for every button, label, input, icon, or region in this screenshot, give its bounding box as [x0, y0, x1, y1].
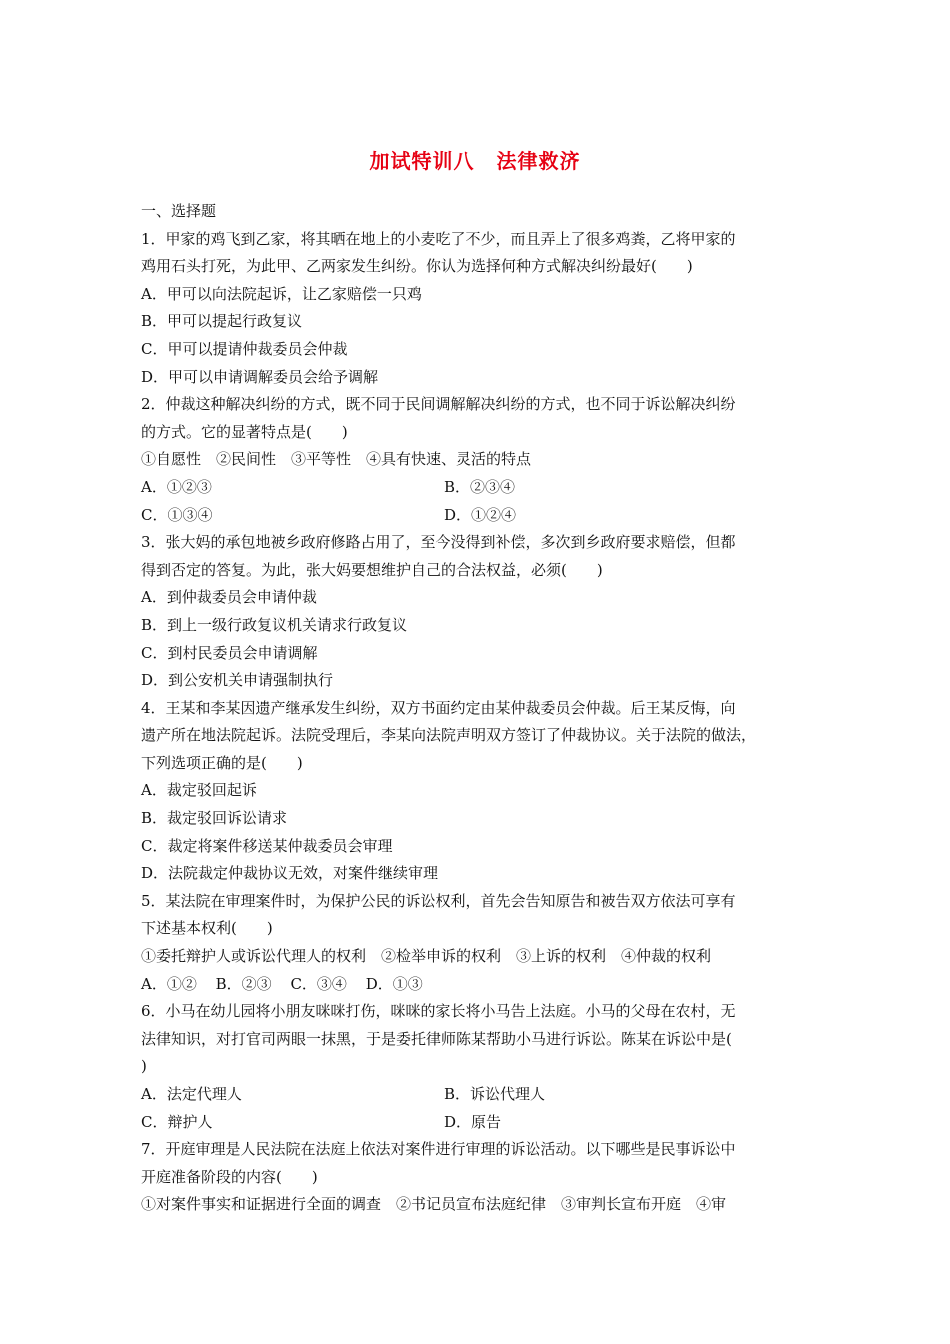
- q6-option-d: D．原告: [444, 1112, 502, 1131]
- q1-stem-line-2: 鸡用石头打死，为此甲、乙两家发生纠纷。你认为选择何种方式解决纠纷最好( ): [141, 257, 693, 276]
- q6-options-row-1: [141, 1081, 813, 1109]
- q6-option-a: A．法定代理人: [141, 1085, 242, 1103]
- q1-option-a: A．甲可以向法院起诉，让乙家赔偿一只鸡: [141, 284, 422, 303]
- q5-option-c: C．③④: [290, 974, 347, 993]
- q5-stem-line-2: 下述基本权利( ): [141, 919, 273, 938]
- q1-stem-line-1: 1．甲家的鸡飞到乙家，将其晒在地上的小麦吃了不少，而且弄上了很多鸡粪，乙将甲家的: [141, 229, 736, 248]
- q7-stem-line-1: 7．开庭审理是人民法院在法庭上依法对案件进行审理的诉讼活动。以下哪些是民事诉讼中: [141, 1140, 736, 1159]
- q2-option-a: A．①②③: [141, 477, 212, 496]
- title-part-1: 加试特训八: [369, 149, 475, 173]
- q1-option-d: D．甲可以申请调解委员会给予调解: [141, 367, 379, 386]
- q4-option-a: A．裁定驳回起诉: [141, 781, 257, 800]
- page-title: [0, 145, 950, 174]
- q6-options-row-2: [141, 1109, 813, 1137]
- q5-option-d: D．①③: [365, 974, 423, 993]
- q5-options: [141, 971, 813, 999]
- q2-options-row-2: [141, 502, 813, 530]
- q2-stem-line-2: 的方式。它的显著特点是( ): [141, 422, 348, 441]
- q6-stem-line-3: ): [141, 1057, 147, 1076]
- q2-option-c: C．①③④: [141, 505, 213, 524]
- q3-option-d: D．到公安机关申请强制执行: [141, 671, 334, 690]
- q4-option-c: C．裁定将案件移送某仲裁委员会审理: [141, 836, 393, 855]
- q3-stem-line-2: 得到否定的答复。为此，张大妈要想维护自己的合法权益，必须( ): [141, 560, 603, 579]
- q2-items: ①自愿性 ②民间性 ③平等性 ④具有快速、灵活的特点: [141, 450, 532, 469]
- q6-stem-line-1: 6．小马在幼儿园将小朋友咪咪打伤，咪咪的家长将小马告上法庭。小马的父母在农村，无: [141, 1002, 736, 1021]
- q3-option-c: C．到村民委员会申请调解: [141, 643, 318, 662]
- q4-option-d: D．法院裁定仲裁协议无效，对案件继续审理: [141, 864, 439, 883]
- q7-items-line: ①对案件事实和证据进行全面的调查 ②书记员宣布法庭纪律 ③审判长宣布开庭 ④审: [141, 1195, 727, 1214]
- q5-option-b: B．②③: [215, 974, 272, 993]
- q1-option-c: C．甲可以提请仲裁委员会仲裁: [141, 339, 348, 358]
- q2-option-b: B．②③④: [444, 477, 516, 496]
- q4-stem-line-1: 4．王某和李某因遗产继承发生纠纷，双方书面约定由某仲裁委员会仲裁。后王某反悔，向: [141, 698, 736, 717]
- q6-option-c: C．辩护人: [141, 1112, 213, 1131]
- q1-option-b: B．甲可以提起行政复议: [141, 312, 303, 331]
- q3-option-b: B．到上一级行政复议机关请求行政复议: [141, 615, 408, 634]
- q2-options-row-1: [141, 474, 813, 502]
- q5-stem-line-1: 5．某法院在审理案件时，为保护公民的诉讼权利，首先会告知原告和被告双方依法可享有: [141, 891, 736, 910]
- q3-stem-line-1: 3．张大妈的承包地被乡政府修路占用了，至今没得到补偿，多次到乡政府要求赔偿，但都: [141, 533, 736, 552]
- q6-option-b: B．诉讼代理人: [444, 1085, 546, 1103]
- q2-stem-line-1: 2．仲裁这种解决纠纷的方式，既不同于民间调解解决纠纷的方式，也不同于诉讼解决纠纷: [141, 395, 736, 414]
- section-heading: 一、选择题: [141, 202, 217, 220]
- q7-stem-line-2: 开庭准备阶段的内容( ): [141, 1167, 318, 1186]
- q6-stem-line-2: 法律知识，对打官司两眼一抹黑，于是委托律师陈某帮助小马进行诉讼。陈某在诉讼中是(: [141, 1029, 732, 1048]
- q3-option-a: A．到仲裁委员会申请仲裁: [141, 588, 317, 607]
- q5-option-a: A．①②: [141, 974, 197, 993]
- question-content: [141, 198, 813, 1219]
- q2-option-d: D．①②④: [444, 505, 517, 524]
- q4-stem-line-2: 遗产所在地法院起诉。法院受理后，李某向法院声明双方签订了仲裁协议。关于法院的做法，: [141, 726, 757, 745]
- q5-items: ①委托辩护人或诉讼代理人的权利 ②检举申诉的权利 ③上诉的权利 ④仲裁的权利: [141, 947, 712, 966]
- q4-stem-line-3: 下列选项正确的是( ): [141, 753, 303, 772]
- q4-option-b: B．裁定驳回诉讼请求: [141, 809, 288, 828]
- title-part-2: 法律救济: [496, 149, 581, 173]
